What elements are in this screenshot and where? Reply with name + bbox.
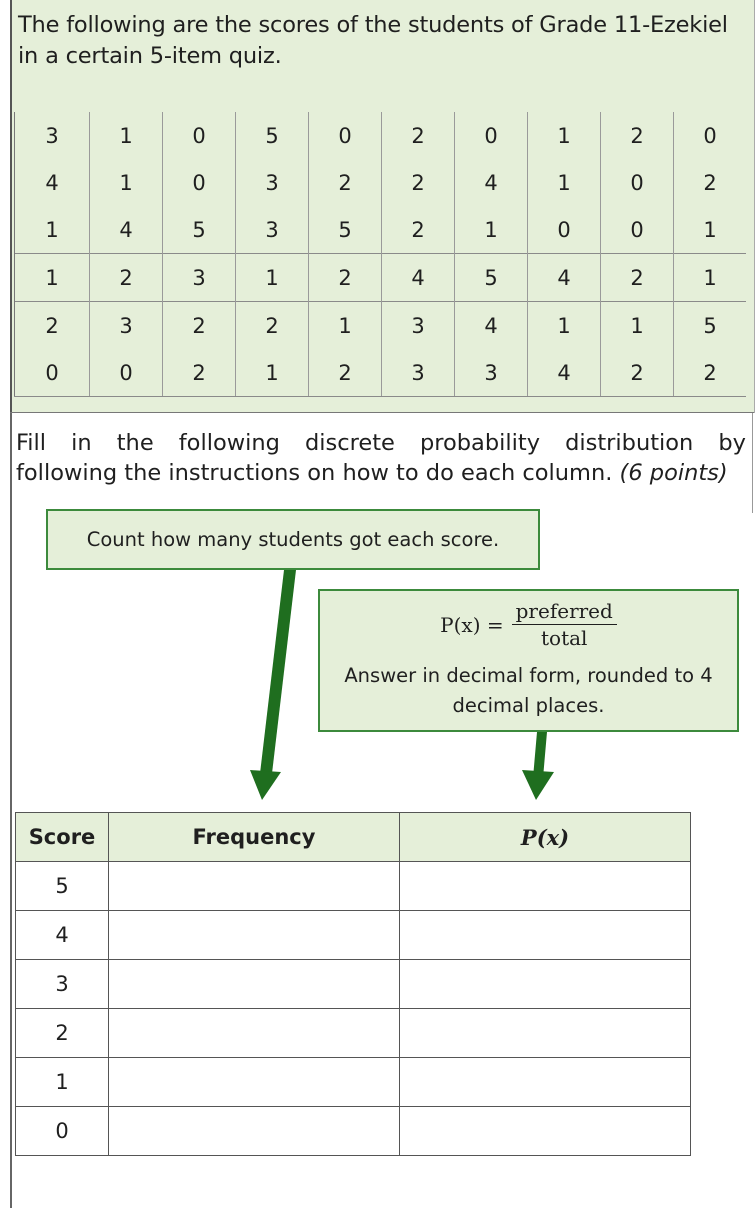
score-cell: 0 bbox=[601, 159, 674, 206]
score-cell: 3 bbox=[236, 206, 309, 254]
count-callout-text: Count how many students got each score. bbox=[86, 528, 500, 551]
score-cell: 2 bbox=[15, 302, 90, 350]
score-cell: 2 bbox=[382, 112, 455, 159]
score-cell: 4 bbox=[528, 254, 601, 302]
score-cell: 1 bbox=[528, 302, 601, 350]
distribution-row bbox=[16, 1058, 691, 1107]
score-cell: 2 bbox=[309, 254, 382, 302]
score-cell: 1 bbox=[236, 349, 309, 397]
distribution-row bbox=[16, 1009, 691, 1058]
distribution-row bbox=[16, 960, 691, 1009]
distribution-score: 4 bbox=[16, 911, 109, 960]
frequency-cell[interactable] bbox=[109, 1107, 400, 1156]
score-cell: 2 bbox=[382, 159, 455, 206]
score-cell: 4 bbox=[455, 302, 528, 350]
frequency-cell[interactable] bbox=[109, 960, 400, 1009]
distribution-table bbox=[15, 812, 691, 1156]
distribution-header-row bbox=[16, 813, 691, 862]
score-cell: 2 bbox=[674, 159, 747, 206]
score-cell: 2 bbox=[90, 254, 163, 302]
score-cell: 1 bbox=[15, 254, 90, 302]
score-cell: 4 bbox=[90, 206, 163, 254]
score-cell: 5 bbox=[674, 302, 747, 350]
score-cell: 1 bbox=[455, 206, 528, 254]
score-cell: 1 bbox=[674, 254, 747, 302]
score-cell: 4 bbox=[528, 349, 601, 397]
instruction-line-1: Fill in the following discrete probability distribution by bbox=[16, 430, 746, 456]
score-cell: 1 bbox=[90, 159, 163, 206]
score-cell: 2 bbox=[382, 206, 455, 254]
frequency-cell[interactable] bbox=[109, 1009, 400, 1058]
frequency-cell[interactable] bbox=[109, 911, 400, 960]
score-cell: 4 bbox=[382, 254, 455, 302]
arrow-to-px-icon bbox=[522, 732, 554, 800]
frequency-cell[interactable] bbox=[109, 862, 400, 911]
score-cell: 2 bbox=[309, 349, 382, 397]
distribution-score: 5 bbox=[16, 862, 109, 911]
px-cell[interactable] bbox=[400, 862, 691, 911]
score-cell: 4 bbox=[455, 159, 528, 206]
score-cell: 2 bbox=[601, 254, 674, 302]
distribution-score: 3 bbox=[16, 960, 109, 1009]
score-cell: 1 bbox=[236, 254, 309, 302]
score-cell: 1 bbox=[601, 302, 674, 350]
score-cell: 1 bbox=[528, 159, 601, 206]
px-cell[interactable] bbox=[400, 1009, 691, 1058]
score-cell: 0 bbox=[15, 349, 90, 397]
header-score: Score bbox=[16, 813, 109, 862]
score-cell: 1 bbox=[528, 112, 601, 159]
score-cell: 2 bbox=[601, 349, 674, 397]
formula-numerator: preferred bbox=[512, 599, 617, 625]
distribution-row bbox=[16, 1107, 691, 1156]
score-cell: 0 bbox=[601, 206, 674, 254]
score-cell: 5 bbox=[455, 254, 528, 302]
score-cell: 1 bbox=[309, 302, 382, 350]
score-cell: 0 bbox=[163, 112, 236, 159]
score-cell: 2 bbox=[163, 349, 236, 397]
instruction-points: (6 points) bbox=[619, 460, 728, 486]
score-cell: 0 bbox=[163, 159, 236, 206]
score-cell: 1 bbox=[90, 112, 163, 159]
formula-lhs: P(x) = bbox=[440, 612, 504, 637]
score-cell: 3 bbox=[382, 349, 455, 397]
header-frequency: Frequency bbox=[109, 813, 400, 862]
score-cell: 5 bbox=[236, 112, 309, 159]
distribution-row bbox=[16, 862, 691, 911]
score-cell: 2 bbox=[674, 349, 747, 397]
score-cell: 5 bbox=[163, 206, 236, 254]
distribution-score: 0 bbox=[16, 1107, 109, 1156]
formula-denominator: total bbox=[541, 626, 588, 650]
score-cell: 2 bbox=[601, 112, 674, 159]
score-cell: 0 bbox=[674, 112, 747, 159]
score-cell: 0 bbox=[528, 206, 601, 254]
score-cell: 0 bbox=[309, 112, 382, 159]
score-cell: 1 bbox=[674, 206, 747, 254]
score-cell: 1 bbox=[15, 206, 90, 254]
px-cell[interactable] bbox=[400, 1058, 691, 1107]
score-cell: 3 bbox=[236, 159, 309, 206]
score-cell: 2 bbox=[309, 159, 382, 206]
score-cell: 3 bbox=[90, 302, 163, 350]
intro-line-1: The following are the scores of the students of Grade 11-Ezekiel bbox=[18, 12, 728, 38]
distribution-score: 2 bbox=[16, 1009, 109, 1058]
score-cell: 0 bbox=[90, 349, 163, 397]
distribution-score: 1 bbox=[16, 1058, 109, 1107]
px-cell[interactable] bbox=[400, 911, 691, 960]
score-cell: 5 bbox=[309, 206, 382, 254]
header-px: P(x) bbox=[400, 813, 691, 862]
px-cell[interactable] bbox=[400, 960, 691, 1009]
score-cell: 3 bbox=[455, 349, 528, 397]
score-cell: 2 bbox=[236, 302, 309, 350]
score-cell: 3 bbox=[382, 302, 455, 350]
score-cell: 3 bbox=[163, 254, 236, 302]
score-cell: 4 bbox=[15, 159, 90, 206]
probability-note-line-1: Answer in decimal form, rounded to 4 bbox=[344, 664, 713, 687]
px-cell[interactable] bbox=[400, 1107, 691, 1156]
intro-line-2: in a certain 5-item quiz. bbox=[18, 43, 282, 69]
score-cell: 3 bbox=[15, 112, 90, 159]
score-cell: 2 bbox=[163, 302, 236, 350]
probability-note-line-2: decimal places. bbox=[452, 694, 605, 717]
arrow-to-frequency-icon bbox=[250, 570, 296, 800]
distribution-row bbox=[16, 911, 691, 960]
score-cell: 0 bbox=[455, 112, 528, 159]
frequency-cell[interactable] bbox=[109, 1058, 400, 1107]
instruction-line-2-text: following the instructions on how to do each column. bbox=[16, 460, 613, 486]
